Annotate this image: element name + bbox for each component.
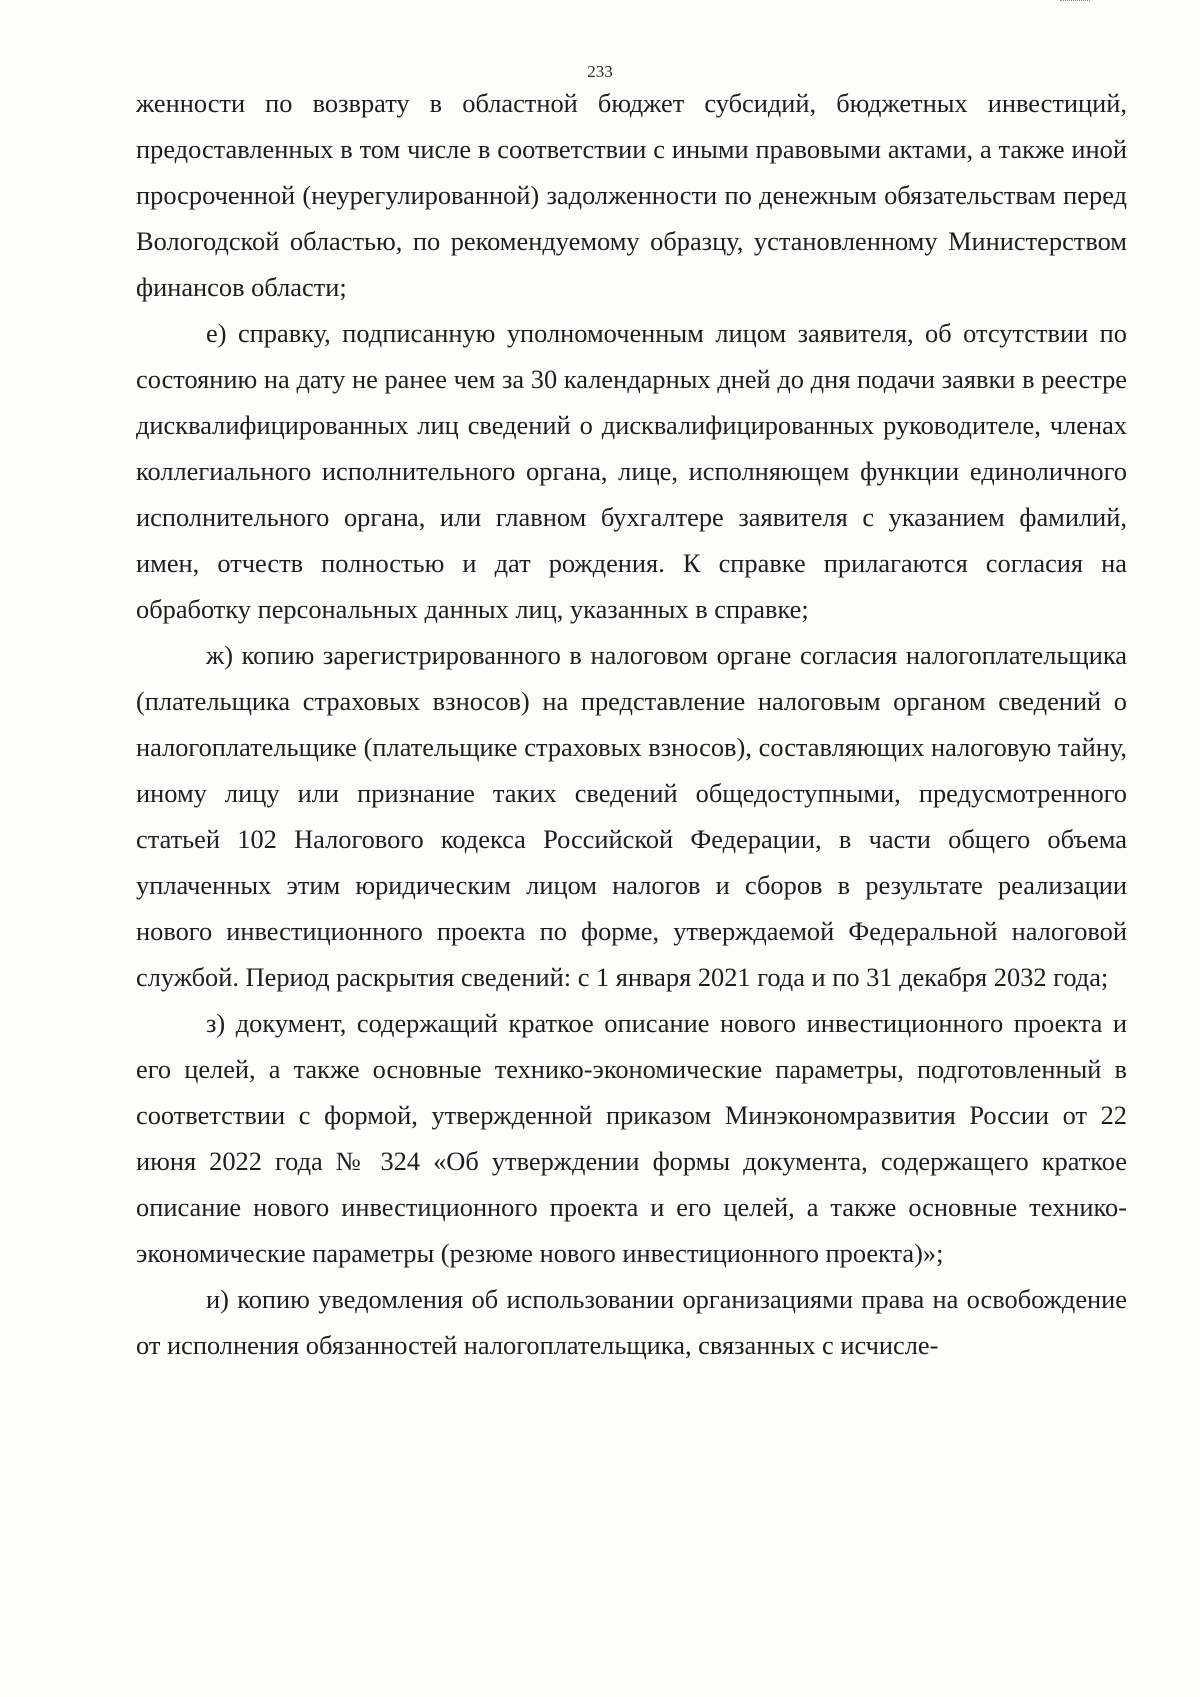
paragraph-item-z: з) документ, содержащий краткое описание нового инвестиционного проекта и его целей, а также основные технико-экономические параметры, подготовленный в соответствии с формой, утвержденной приказом Минэкономразвития России от 22 июня 2022 года № 324 «Об утверждении формы документа, содержащего краткое описание нового инвестиционного проекта и его целей, а также основные технико-экономические параметры (резюме нового инвестиционного проекта)»; [136,1008,1127,1268]
paragraph-item-e: е) справку, подписанную уполномоченным лицом заявителя, об отсутствии по состоянию на дату не ранее чем за 30 календарных дней до дня подачи заявки в реестре дисквалифицированных лиц сведений о дисквалифицированных руководителе, членах коллегиального исполнительного органа, лице, исполняющем функции единоличного исполнительного органа, или главном бухгалтере заявителя с указанием фамилий, имен, отчеств полностью и дат рождения. К справке прилагаются согласия на обработку персональных данных лиц, указанных в справке; [136,318,1127,624]
scan-artifact [1060,0,1090,7]
paragraph-continuation: женности по возврату в областной бюджет субсидий, бюджетных инвестиций, предоставленных в том числе в соответствии с иными правовыми актами, а также иной просроченной (неурегулированной) задолженности по денежным обязательствам перед Вологодской областью, по рекомендуемому образцу, установленному Министерством финансов области; [136,88,1127,302]
document-body [136,80,1127,1368]
paragraph-item-i: и) копию уведомления об использовании организациями права на освобождение от исполнения обязанностей налогоплательщика, связанных с исчисле- [136,1284,1127,1360]
page-number: 233 [587,62,613,81]
paragraph-item-zh: ж) копию зарегистрированного в налоговом органе согласия налогоплательщика (плательщика страховых взносов) на представление налоговым органом сведений о налогоплательщике (плательщике страховых взносов), составляющих налоговую тайну, иному лицу или признание таких сведений общедоступными, предусмотренного статьей 102 Налогового кодекса Российской Федерации, в части общего объема уплаченных этим юридическим лицом налогов и сборов в результате реализации нового инвестиционного проекта по форме, утверждаемой Федеральной налоговой службой. Период раскрытия сведений: с 1 января 2021 года и по 31 декабря 2032 года; [136,640,1127,992]
